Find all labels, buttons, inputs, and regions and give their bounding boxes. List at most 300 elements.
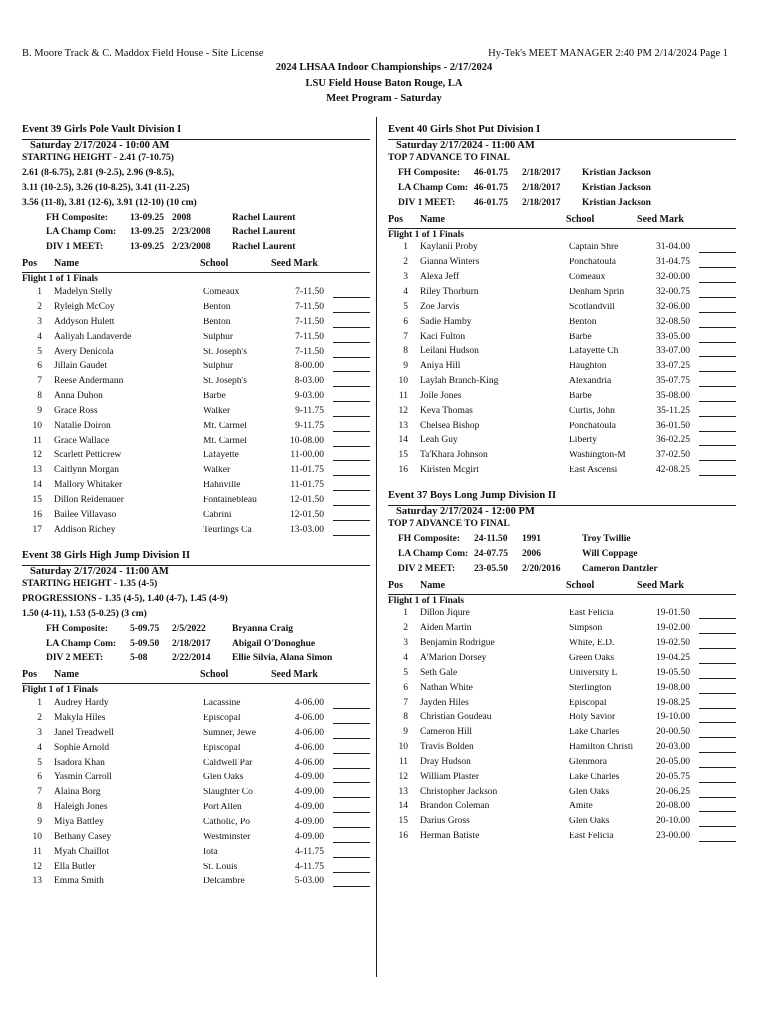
entry-position: 11: [32, 846, 42, 857]
entry-position: 2: [403, 623, 408, 634]
record-label: LA Champ Com:: [46, 638, 117, 649]
seed-mark: 20-05.00: [655, 756, 690, 767]
col-header-school: School: [200, 258, 229, 270]
school-name: Benton: [203, 302, 231, 312]
col-header-pos: Pos: [388, 579, 403, 591]
entry-position: 1: [37, 287, 42, 298]
table-row: [388, 392, 736, 407]
result-blank: [699, 333, 736, 343]
result-blank: [333, 466, 370, 476]
athlete-name: Joile Jones: [420, 390, 462, 401]
athlete-name: Anna Duhon: [54, 391, 103, 402]
table-row: [388, 273, 736, 288]
event-info-line: 3.11 (10-2.5), 3.26 (10-8.25), 3.41 (11-2.25): [22, 182, 190, 193]
result-blank: [699, 303, 736, 313]
school-name: Glen Oaks: [203, 773, 244, 783]
record-mark: 46-01.75: [474, 197, 509, 208]
athlete-name: Dillon Reidenauer: [54, 494, 124, 505]
seed-mark: 12-01.50: [289, 509, 324, 520]
record-row: [22, 214, 370, 229]
school-name: Hamilton Christi: [569, 743, 634, 753]
table-row: [22, 437, 370, 452]
table-row: [22, 788, 370, 803]
table-row: [22, 848, 370, 863]
event-datetime: Saturday 2/17/2024 - 11:00 AM: [396, 140, 535, 151]
entry-position: 3: [37, 316, 42, 327]
seed-mark: 31-04.00: [655, 242, 690, 253]
athlete-name: A'Marion Dorsey: [420, 652, 487, 663]
result-blank: [333, 392, 370, 402]
result-blank: [333, 511, 370, 521]
entry-position: 6: [37, 772, 42, 783]
seed-mark: 32-00.75: [655, 286, 690, 297]
table-row: [22, 451, 370, 466]
table-row: [22, 744, 370, 759]
entry-position: 3: [403, 638, 408, 649]
school-name: Fontainebleau: [203, 495, 257, 505]
event-info-line: STARTING HEIGHT - 2.41 (7-10.75): [22, 153, 174, 163]
record-date: 2/20/2016: [522, 563, 561, 574]
entry-position: 14: [398, 435, 408, 446]
entry-position: 10: [398, 742, 408, 753]
entry-position: 12: [32, 450, 42, 461]
school-name: St. Joseph's: [203, 347, 247, 357]
result-blank: [333, 699, 370, 709]
entry-position: 13: [398, 786, 408, 797]
seed-mark: 4-06.00: [294, 727, 324, 738]
athlete-name: Sophie Arnold: [54, 742, 110, 753]
school-name: Episcopal: [569, 698, 607, 708]
athlete-name: Sadie Hamby: [420, 316, 472, 327]
seed-mark: 12-01.50: [289, 494, 324, 505]
entry-position: 4: [37, 331, 42, 342]
table-row: [22, 511, 370, 526]
result-blank: [699, 318, 736, 328]
record-label: LA Champ Com:: [398, 182, 469, 193]
flight-label: Flight 1 of 1 Finals: [22, 274, 99, 285]
entry-position: 5: [403, 301, 408, 312]
table-row: [22, 496, 370, 511]
result-blank: [333, 407, 370, 417]
table-row: [22, 362, 370, 377]
event-title: Event 40 Girls Shot Put Division I: [388, 124, 541, 135]
seed-mark: 4-06.00: [294, 757, 324, 768]
result-blank: [699, 392, 736, 402]
event-38: [22, 551, 370, 892]
table-row: [388, 728, 736, 743]
school-name: Ponchatoula: [569, 421, 616, 431]
col-header-seed: Seed Mark: [637, 579, 684, 591]
entry-position: 7: [37, 376, 42, 387]
record-label: FH Composite:: [398, 167, 461, 178]
event-info-line: 2.61 (8-6.75), 2.81 (9-2.5), 2.96 (9-8.5),: [22, 167, 174, 178]
result-blank: [333, 818, 370, 828]
seed-mark: 36-02.25: [655, 435, 690, 446]
seed-mark: 20-08.00: [655, 801, 690, 812]
table-row: [388, 684, 736, 699]
athlete-name: Madelyn Stelly: [54, 287, 113, 298]
result-blank: [333, 437, 370, 447]
record-mark: 24-11.50: [474, 533, 508, 544]
result-blank: [699, 699, 736, 709]
result-blank: [699, 362, 736, 372]
seed-mark: 4-11.75: [295, 846, 324, 857]
seed-mark: 19-02.50: [655, 638, 690, 649]
entry-position: 15: [398, 450, 408, 461]
result-blank: [699, 758, 736, 768]
school-name: Washington-M: [569, 451, 626, 461]
athlete-name: Bethany Casey: [54, 831, 112, 842]
school-name: Haughton: [569, 362, 607, 372]
record-holder: Ellie Silvia, Alana Simon: [232, 653, 333, 664]
athlete-name: Aaliyah Landaverde: [54, 331, 132, 342]
school-name: White, E.D.: [569, 639, 615, 649]
col-header-seed: Seed Mark: [271, 258, 318, 270]
record-label: FH Composite:: [46, 623, 109, 634]
table-row: [22, 526, 370, 541]
school-name: East Felicia: [569, 832, 614, 842]
col-header-seed: Seed Mark: [637, 213, 684, 225]
result-blank: [333, 729, 370, 739]
seed-mark: 4-09.00: [294, 831, 324, 842]
entry-position: 16: [398, 465, 408, 476]
athlete-name: Caitlynn Morgan: [54, 465, 120, 476]
entry-position: 3: [403, 272, 408, 283]
table-row: [22, 481, 370, 496]
athlete-name: Ta'Khara Johnson: [420, 450, 488, 461]
seed-mark: 4-09.00: [294, 787, 324, 798]
seed-mark: 4-06.00: [294, 698, 324, 709]
record-row: [388, 169, 736, 184]
result-blank: [699, 684, 736, 694]
result-blank: [699, 243, 736, 253]
table-row: [388, 288, 736, 303]
table-row: [388, 788, 736, 803]
record-mark: 5-08: [130, 653, 148, 664]
athlete-name: Addison Richey: [54, 524, 116, 535]
result-blank: [699, 832, 736, 842]
result-blank: [333, 288, 370, 298]
result-blank: [699, 773, 736, 783]
event-info-line: 3.56 (11-8), 3.81 (12-6), 3.91 (12-10) (10 cm): [22, 197, 197, 208]
table-row: [388, 773, 736, 788]
flight-label: Flight 1 of 1 Finals: [22, 685, 99, 696]
event-title: Event 38 Girls High Jump Division II: [22, 550, 191, 561]
result-blank: [699, 713, 736, 723]
seed-mark: 10-08.00: [289, 435, 324, 446]
result-blank: [699, 273, 736, 283]
table-row: [22, 288, 370, 303]
header-rule: [22, 272, 370, 273]
seed-mark: 4-09.00: [294, 772, 324, 783]
record-mark: 5-09.75: [130, 623, 160, 634]
table-row: [388, 362, 736, 377]
table-row: [388, 654, 736, 669]
record-row: [22, 625, 370, 640]
athlete-name: Leah Guy: [420, 435, 458, 446]
record-label: DIV 2 MEET:: [398, 563, 456, 574]
table-row: [388, 624, 736, 639]
seed-mark: 5-03.00: [294, 876, 324, 887]
table-row: [388, 743, 736, 758]
school-name: Comeaux: [569, 273, 606, 283]
seed-mark: 36-01.50: [655, 420, 690, 431]
event-title: Event 37 Boys Long Jump Division II: [388, 490, 557, 501]
school-name: Episcopal: [203, 743, 241, 753]
record-date: 2/18/2017: [522, 197, 561, 208]
meet-venue: LSU Field House Baton Rouge, LA: [305, 78, 463, 89]
table-row: [388, 258, 736, 273]
athlete-name: Dillon Jiqure: [420, 608, 470, 619]
entry-position: 4: [403, 286, 408, 297]
athlete-name: Chelsea Bishop: [420, 420, 480, 431]
seed-mark: 32-08.50: [655, 316, 690, 327]
athlete-name: Reese Andermann: [54, 376, 124, 387]
entry-position: 14: [398, 801, 408, 812]
entry-position: 10: [32, 831, 42, 842]
school-name: Green Oaks: [569, 653, 615, 663]
record-date: 2/18/2017: [522, 167, 561, 178]
result-blank: [699, 258, 736, 268]
result-blank: [699, 407, 736, 417]
athlete-name: Seth Gale: [420, 667, 458, 678]
seed-mark: 7-11.50: [295, 346, 324, 357]
seed-mark: 19-08.00: [655, 682, 690, 693]
result-blank: [333, 788, 370, 798]
school-name: Comeaux: [203, 288, 240, 298]
table-row: [388, 333, 736, 348]
school-name: Cabrini: [203, 510, 232, 520]
seed-mark: 4-11.75: [295, 861, 324, 872]
col-header-pos: Pos: [22, 669, 37, 681]
result-blank: [333, 362, 370, 372]
event-datetime: Saturday 2/17/2024 - 10:00 AM: [30, 140, 170, 151]
school-name: Liberty: [569, 436, 597, 446]
record-row: [388, 565, 736, 580]
record-mark: 23-05.50: [474, 563, 509, 574]
athlete-name: Christopher Jackson: [420, 786, 498, 797]
entry-position: 5: [37, 346, 42, 357]
result-blank: [333, 451, 370, 461]
table-row: [388, 243, 736, 258]
result-blank: [333, 773, 370, 783]
entry-position: 8: [403, 346, 408, 357]
entry-position: 7: [37, 787, 42, 798]
entry-position: 10: [398, 376, 408, 387]
seed-mark: 11-01.75: [290, 465, 324, 476]
result-blank: [699, 377, 736, 387]
record-label: DIV 2 MEET:: [46, 653, 104, 664]
entry-position: 11: [32, 435, 42, 446]
athlete-name: Aniya Hill: [420, 361, 461, 372]
record-label: LA Champ Com:: [398, 548, 469, 559]
athlete-name: Travis Bolden: [420, 742, 474, 753]
athlete-name: Myah Chaillot: [54, 846, 110, 857]
record-date: 2/5/2022: [172, 623, 206, 634]
school-name: Amite: [569, 802, 593, 812]
result-blank: [333, 714, 370, 724]
record-label: FH Composite:: [46, 212, 109, 223]
entry-position: 9: [37, 816, 42, 827]
record-holder: Kristian Jackson: [582, 167, 651, 178]
event-info-line: 1.50 (4-11), 1.53 (5-0.25) (3 cm): [22, 608, 147, 619]
record-holder: Rachel Laurent: [232, 227, 296, 238]
seed-mark: 9-11.75: [295, 405, 324, 416]
school-name: East Felicia: [569, 609, 614, 619]
seed-mark: 20-00.50: [655, 727, 690, 738]
entry-position: 13: [32, 465, 42, 476]
result-blank: [333, 377, 370, 387]
seed-mark: 35-07.75: [655, 376, 690, 387]
school-name: University L: [569, 668, 618, 678]
result-blank: [333, 318, 370, 328]
seed-mark: 19-05.50: [655, 667, 690, 678]
school-name: St. Joseph's: [203, 377, 247, 387]
athlete-name: Mallory Whitaker: [54, 480, 123, 491]
col-header-name: Name: [420, 213, 445, 225]
record-mark: 13-09.25: [130, 242, 165, 253]
athlete-name: Ella Butler: [54, 861, 96, 872]
athlete-name: Kaylanii Proby: [420, 242, 478, 253]
athlete-name: Grace Ross: [54, 405, 98, 416]
athlete-name: Cameron Hill: [420, 727, 472, 738]
event-39: [22, 125, 370, 540]
entry-position: 9: [37, 405, 42, 416]
column-headers: [22, 258, 370, 272]
table-row: [388, 318, 736, 333]
site-license: B. Moore Track & C. Maddox Field House - Site License: [22, 48, 264, 59]
table-row: [388, 758, 736, 773]
entry-position: 5: [403, 667, 408, 678]
entry-position: 11: [398, 756, 408, 767]
school-name: Denham Sprin: [569, 287, 625, 297]
seed-mark: 35-08.00: [655, 390, 690, 401]
athlete-name: Benjamin Rodrigue: [420, 638, 495, 649]
school-name: Hahnville: [203, 481, 241, 491]
event-info-line: TOP 7 ADVANCE TO FINAL: [388, 153, 510, 163]
school-name: Lafayette: [203, 451, 239, 461]
school-name: Alexandria: [569, 377, 612, 387]
column-headers: [388, 580, 736, 594]
seed-mark: 20-10.00: [655, 816, 690, 827]
col-header-pos: Pos: [22, 258, 37, 270]
athlete-name: Aiden Martin: [420, 623, 472, 634]
entry-position: 14: [32, 480, 42, 491]
meet-program: Meet Program - Saturday: [326, 93, 442, 104]
entry-position: 6: [403, 682, 408, 693]
athlete-name: Darius Gross: [420, 816, 470, 827]
school-name: Port Allen: [203, 803, 242, 813]
table-row: [388, 817, 736, 832]
table-row: [388, 713, 736, 728]
school-name: Ponchatoula: [569, 258, 616, 268]
result-blank: [699, 466, 736, 476]
seed-mark: 19-01.50: [655, 608, 690, 619]
entry-position: 6: [403, 316, 408, 327]
result-blank: [333, 526, 370, 536]
result-blank: [699, 669, 736, 679]
entry-position: 9: [403, 361, 408, 372]
table-row: [22, 392, 370, 407]
result-blank: [333, 422, 370, 432]
athlete-name: Natalie Doiron: [54, 420, 111, 431]
record-holder: Troy Twillie: [582, 533, 631, 544]
result-blank: [333, 833, 370, 843]
record-date: 2/23/2008: [172, 242, 211, 253]
school-name: Captain Shre: [569, 243, 619, 253]
school-name: Walker: [203, 406, 231, 416]
record-date: 2/18/2017: [172, 638, 211, 649]
school-name: Benton: [203, 317, 231, 327]
record-label: LA Champ Com:: [46, 227, 117, 238]
school-name: Simpson: [569, 624, 603, 634]
athlete-name: Riley Thorburn: [420, 286, 479, 297]
result-blank: [333, 759, 370, 769]
table-row: [22, 714, 370, 729]
record-date: 2006: [522, 548, 541, 559]
event-40: [388, 125, 736, 481]
result-blank: [699, 288, 736, 298]
seed-mark: 19-10.00: [655, 712, 690, 723]
seed-mark: 20-06.25: [655, 786, 690, 797]
school-name: Barbe: [203, 392, 226, 402]
school-name: Sulphur: [203, 332, 234, 342]
table-row: [22, 773, 370, 788]
result-blank: [333, 744, 370, 754]
record-date: 2/23/2008: [172, 227, 211, 238]
result-blank: [333, 496, 370, 506]
school-name: Lake Charles: [569, 728, 620, 738]
entry-position: 10: [32, 420, 42, 431]
athlete-name: Grace Wallace: [54, 435, 110, 446]
athlete-name: Keva Thomas: [420, 405, 473, 416]
seed-mark: 42-08.25: [655, 465, 690, 476]
record-holder: Abigail O'Donoghue: [232, 638, 316, 649]
record-label: DIV 1 MEET:: [398, 197, 456, 208]
record-row: [388, 199, 736, 214]
result-blank: [333, 803, 370, 813]
record-holder: Bryanna Craig: [232, 623, 293, 634]
seed-mark: 33-07.25: [655, 361, 690, 372]
school-name: Glenmora: [569, 757, 607, 767]
school-name: Caldwell Par: [203, 758, 253, 768]
table-row: [22, 333, 370, 348]
school-name: Mt. Carmel: [203, 421, 247, 431]
school-name: Iota: [203, 847, 218, 857]
header-rule: [388, 594, 736, 595]
table-row: [388, 609, 736, 624]
seed-mark: 4-09.00: [294, 816, 324, 827]
table-row: [388, 669, 736, 684]
school-name: East Ascensi: [569, 466, 618, 476]
seed-mark: 8-00.00: [294, 361, 324, 372]
result-blank: [699, 422, 736, 432]
school-name: Teurlings Ca: [203, 525, 252, 535]
seed-mark: 37-02.50: [655, 450, 690, 461]
record-row: [22, 243, 370, 258]
record-row: [388, 184, 736, 199]
record-date: 1991: [522, 533, 541, 544]
result-blank: [333, 863, 370, 873]
seed-mark: 33-07.00: [655, 346, 690, 357]
school-name: Benton: [569, 317, 597, 327]
table-row: [388, 466, 736, 481]
record-row: [22, 640, 370, 655]
seed-mark: 4-06.00: [294, 742, 324, 753]
record-holder: Kristian Jackson: [582, 197, 651, 208]
entry-position: 13: [398, 420, 408, 431]
athlete-name: Christian Goudeau: [420, 712, 492, 723]
